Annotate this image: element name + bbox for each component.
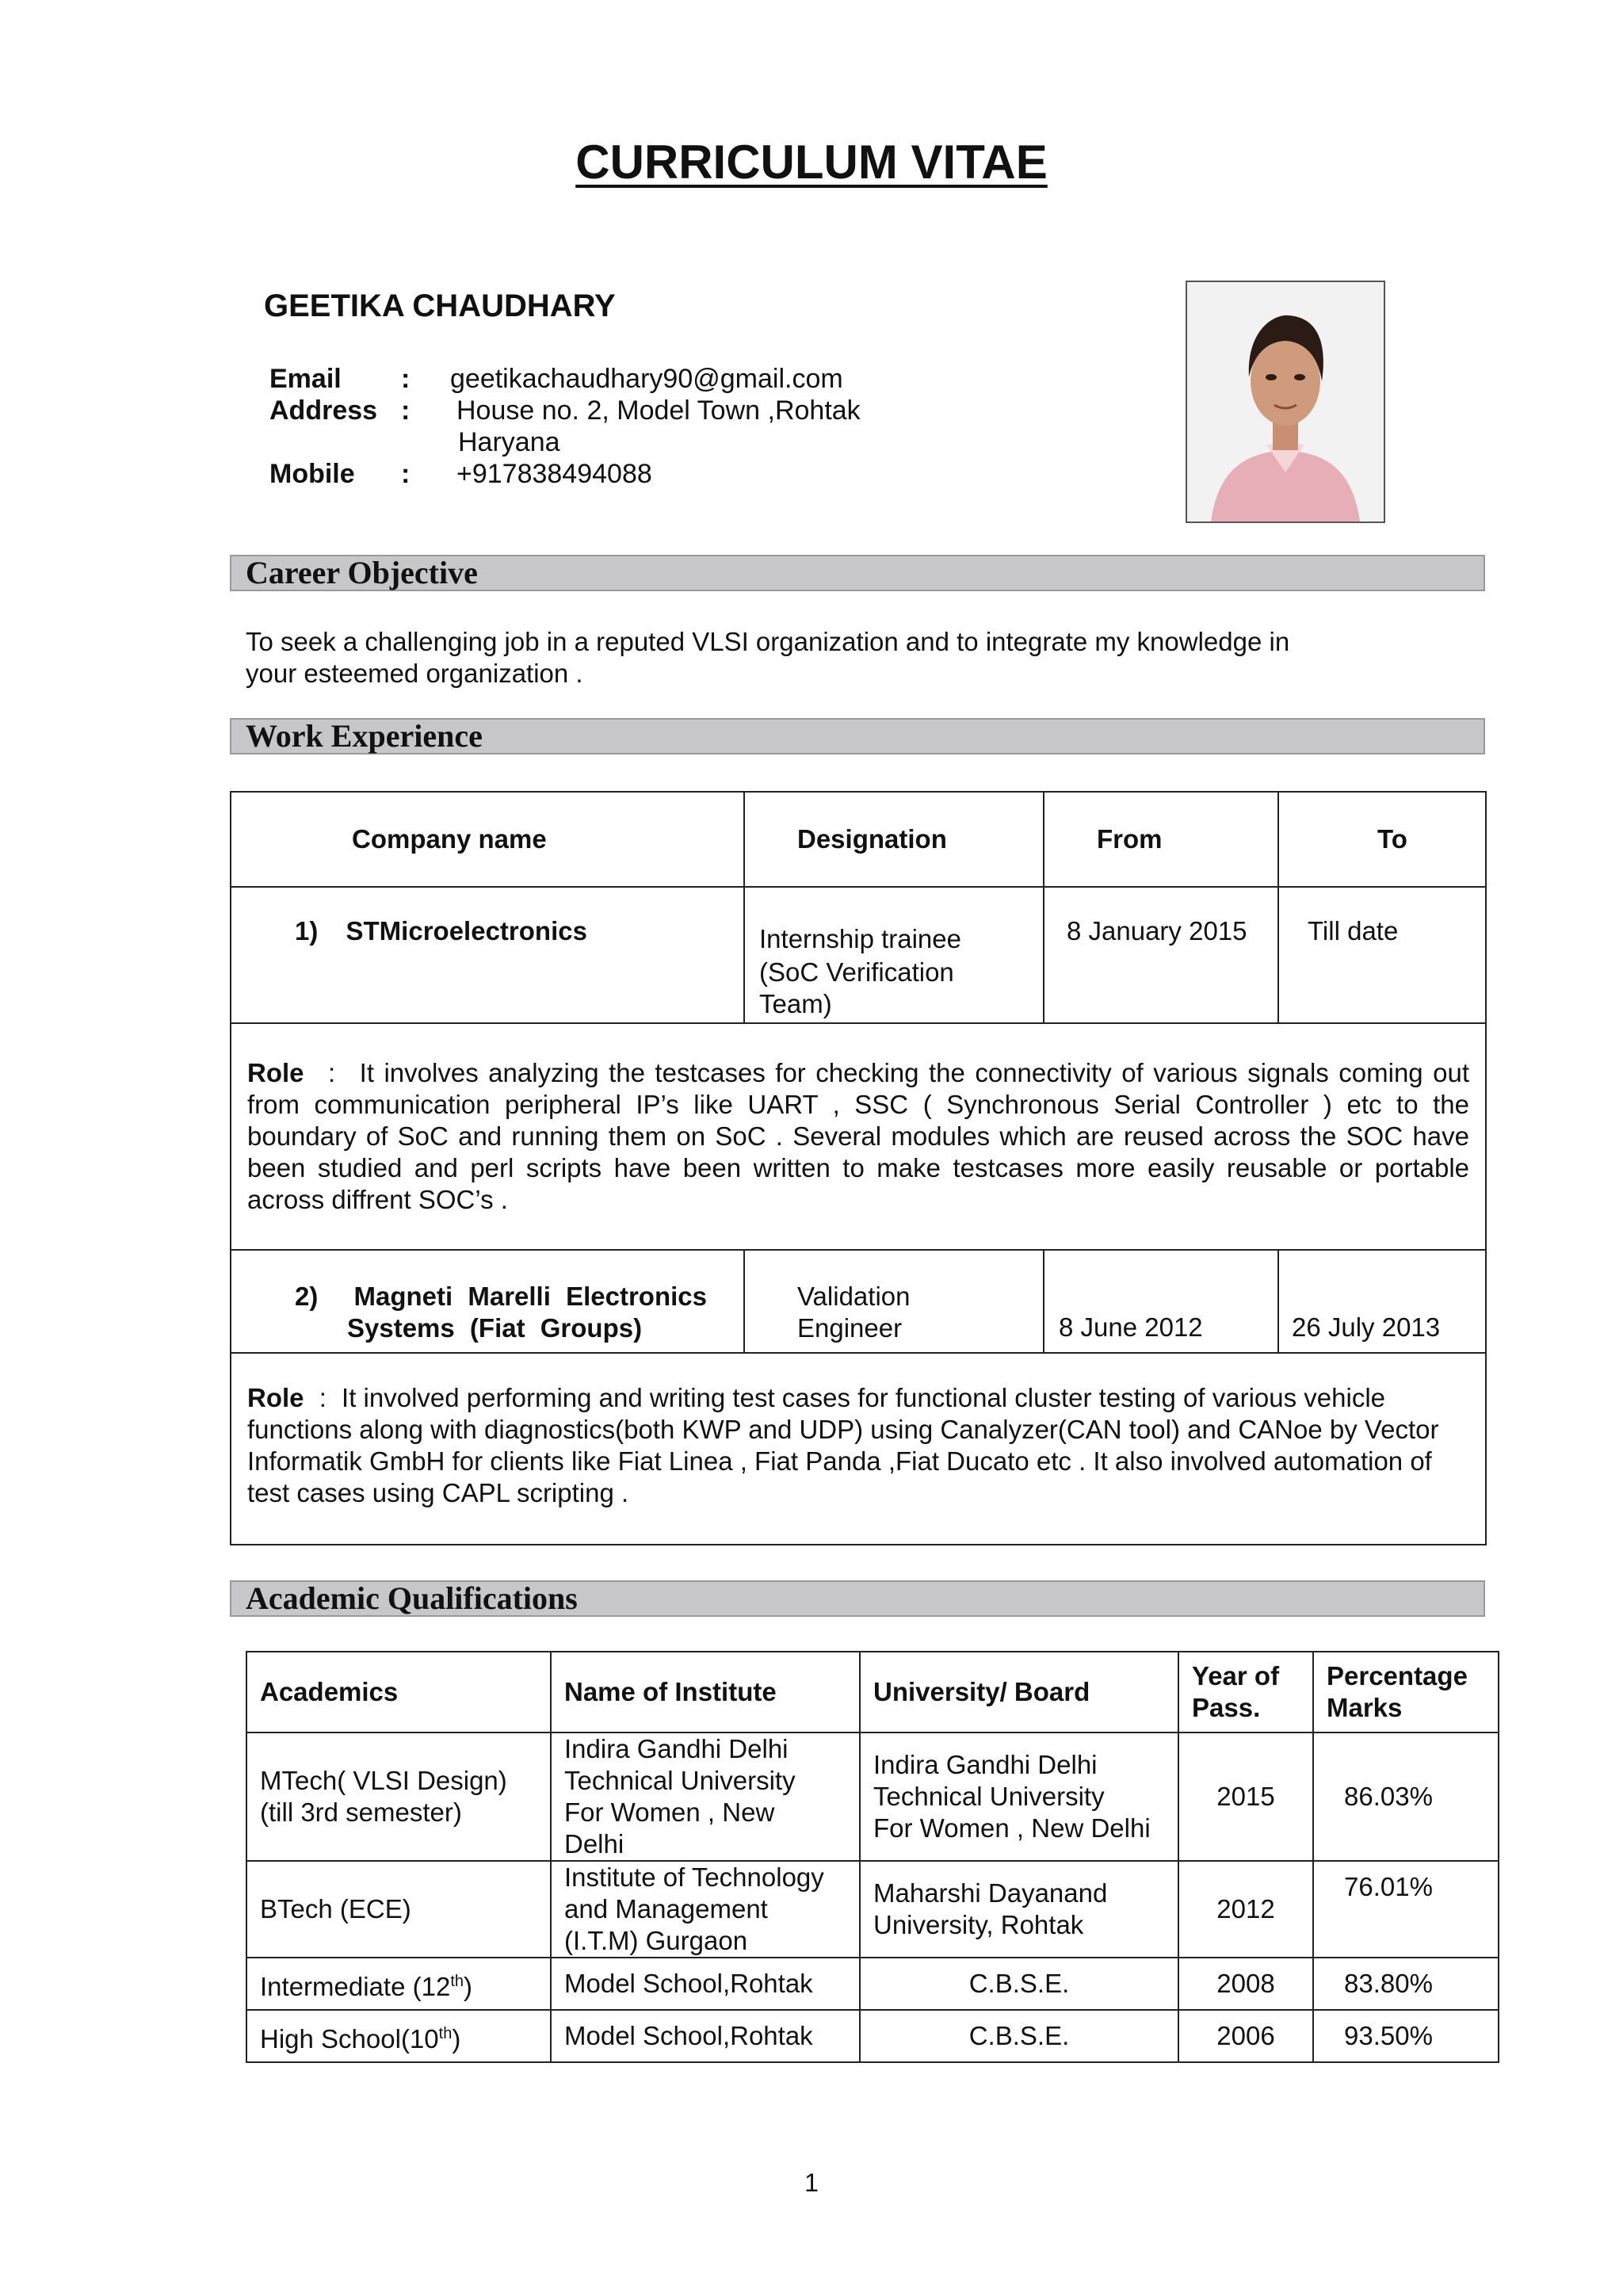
row-3-year: 2008 (1178, 1958, 1313, 2010)
header-percentage-line-2: Marks (1327, 1693, 1403, 1722)
job-1-role-cell (231, 1023, 1486, 1250)
academics-suffix: ) (464, 1971, 472, 2001)
header-university: University/ Board (860, 1652, 1178, 1733)
row-4-percentage: 93.50% (1313, 2010, 1499, 2062)
job-2-role-sep: : (319, 1383, 327, 1412)
academics-sup: th (450, 1972, 464, 1990)
career-objective-line-1: To seek a challenging job in a reputed VLSI organization and to integrate my knowledge in (246, 627, 1290, 656)
academics-header-row (246, 1652, 1499, 1733)
separator: : (401, 395, 411, 426)
academics-text: Intermediate (12 (260, 1971, 451, 2001)
row-1-percentage: 86.03% (1313, 1733, 1499, 1861)
institute-line: For Women , New (564, 1797, 775, 1827)
separator: : (401, 364, 411, 394)
university-line: University, Rohtak (873, 1910, 1084, 1939)
row-1-year: 2015 (1178, 1733, 1313, 1861)
header-year (1178, 1652, 1313, 1733)
row-3-university: C.B.S.E. (860, 1958, 1178, 2010)
table-row (246, 1861, 1499, 1958)
row-4-university: C.B.S.E. (860, 2010, 1178, 2062)
table-header-row (231, 792, 1486, 887)
work-experience-heading: Work Experience (230, 718, 1485, 755)
header-year-line-2: Pass. (1192, 1693, 1261, 1722)
institute-line: Indira Gandhi Delhi (564, 1734, 789, 1763)
table-row (246, 1958, 1499, 2010)
career-objective-line-2: your esteemed organization . (246, 659, 583, 688)
job-1-number: 1) (295, 916, 319, 946)
profile-photo-drawing (1187, 282, 1384, 521)
candidate-name: GEETIKA CHAUDHARY (264, 288, 616, 323)
row-1-university (860, 1733, 1178, 1861)
header-year-line-1: Year of (1192, 1661, 1280, 1690)
job-1-role-row (231, 1023, 1486, 1250)
job-2-company-cell (231, 1250, 744, 1353)
row-4-year: 2006 (1178, 2010, 1313, 2062)
academics-line: (till 3rd semester) (260, 1797, 462, 1827)
university-line: Indira Gandhi Delhi (873, 1750, 1098, 1779)
header-company: Company name (231, 792, 744, 887)
job-1-designation-line: (SoC Verification (759, 957, 954, 987)
row-2-university (860, 1861, 1178, 1958)
job-2-company-line-1 (295, 1281, 743, 1312)
job-1-role-text: It involves analyzing the testcases for checking the connectivity of various signals coming out from communication peripheral IP’s like UART , SSC ( Synchronous Serial Controller ) etc to the boundary of SoC and running them on SoC . Several modules which are reused across the SOC have been studied and perl scripts have been written to make testcases more easily reusable or portable across diffrent SOC’s . (247, 1058, 1470, 1214)
mobile-label: Mobile (269, 459, 355, 489)
job-row-2 (231, 1250, 1486, 1353)
job-2-designation-cell (744, 1250, 1044, 1353)
job-1-role-sep: : (328, 1058, 336, 1087)
header-academics: Academics (246, 1652, 551, 1733)
job-1-from: 8 January 2015 (1044, 887, 1278, 1023)
page-number: 1 (804, 2168, 819, 2197)
header-to: To (1278, 792, 1486, 887)
table-row (246, 1733, 1499, 1861)
separator: : (401, 459, 411, 489)
academics-suffix: ) (452, 2023, 461, 2053)
header-from: From (1044, 792, 1278, 887)
row-2-percentage: 76.01% (1313, 1861, 1499, 1958)
header-percentage-line-1: Percentage (1327, 1661, 1468, 1690)
institute-line: and Management (564, 1894, 768, 1924)
row-2-institute (551, 1861, 860, 1958)
job-1-role-label: Role (247, 1058, 304, 1087)
row-3-percentage: 83.80% (1313, 1958, 1499, 2010)
document-title: CURRICULUM VITAE (575, 136, 1048, 189)
job-1-to: Till date (1278, 887, 1486, 1023)
academic-qualifications-heading: Academic Qualifications (230, 1580, 1485, 1617)
academics-sup: th (438, 2024, 453, 2042)
job-1-designation-line: Team) (759, 989, 832, 1018)
email-value[interactable]: geetikachaudhary90@gmail.com (450, 364, 843, 394)
job-2-role-row (231, 1353, 1486, 1545)
job-2-company-line-2: Systems (Fiat Groups) (347, 1313, 643, 1343)
row-4-academics (246, 2010, 551, 2062)
job-1-company-cell (231, 887, 744, 1023)
job-2-role-text: It involved performing and writing test cases for functional cluster testing of various vehicle functions along with diagnostics(both KWP and UDP) using Canalyzer(CAN tool) and CANoe by Vector Informatik GmbH for clients like Fiat Linea , Fiat Panda ,Fiat Ducato etc . It also involved automation of test cases using CAPL scripting . (247, 1383, 1439, 1507)
job-2-designation-line: Engineer (797, 1313, 903, 1343)
row-4-institute: Model School,Rohtak (551, 2010, 860, 2062)
job-2-number: 2) (295, 1282, 319, 1311)
academics-text: High School(10 (260, 2023, 439, 2053)
job-1-designation-cell (744, 887, 1044, 1023)
profile-photo (1186, 281, 1385, 523)
header-designation: Designation (744, 792, 1044, 887)
institute-line: Delhi (564, 1829, 624, 1859)
job-2-to: 26 July 2013 (1278, 1250, 1486, 1353)
work-experience-table (230, 791, 1487, 1545)
email-label: Email (269, 364, 342, 394)
mobile-value: +917838494088 (456, 459, 652, 489)
job-2-designation-line: Validation (797, 1282, 911, 1311)
job-1-designation-line: Internship trainee (759, 924, 961, 953)
row-3-institute: Model School,Rohtak (551, 1958, 860, 2010)
row-1-institute (551, 1733, 860, 1861)
job-2-from: 8 June 2012 (1044, 1250, 1278, 1353)
academics-table (246, 1651, 1499, 2063)
header-institute: Name of Institute (551, 1652, 860, 1733)
row-2-academics: BTech (ECE) (246, 1861, 551, 1958)
address-label: Address (269, 395, 378, 426)
institute-line: Technical University (564, 1766, 796, 1795)
university-line: Maharshi Dayanand (873, 1878, 1108, 1908)
row-1-academics (246, 1733, 551, 1861)
institute-line: (I.T.M) Gurgaon (564, 1926, 748, 1955)
career-objective-text (246, 626, 1482, 690)
job-row-1 (231, 887, 1486, 1023)
job-2-company: Magneti Marelli Electronics (353, 1282, 707, 1311)
institute-line: Institute of Technology (564, 1862, 824, 1892)
job-2-role-label: Role (247, 1383, 304, 1412)
header-percentage (1313, 1652, 1499, 1733)
job-1-company: STMicroelectronics (346, 916, 587, 946)
row-2-year: 2012 (1178, 1861, 1313, 1958)
address-line-2: Haryana (458, 427, 560, 457)
address-line-1: House no. 2, Model Town ,Rohtak (456, 395, 861, 426)
table-row (246, 2010, 1499, 2062)
row-3-academics (246, 1958, 551, 2010)
university-line: Technical University (873, 1782, 1105, 1811)
career-objective-heading: Career Objective (230, 555, 1485, 591)
academics-line: MTech( VLSI Design) (260, 1766, 507, 1795)
job-2-role-cell (231, 1353, 1486, 1545)
university-line: For Women , New Delhi (873, 1813, 1151, 1843)
